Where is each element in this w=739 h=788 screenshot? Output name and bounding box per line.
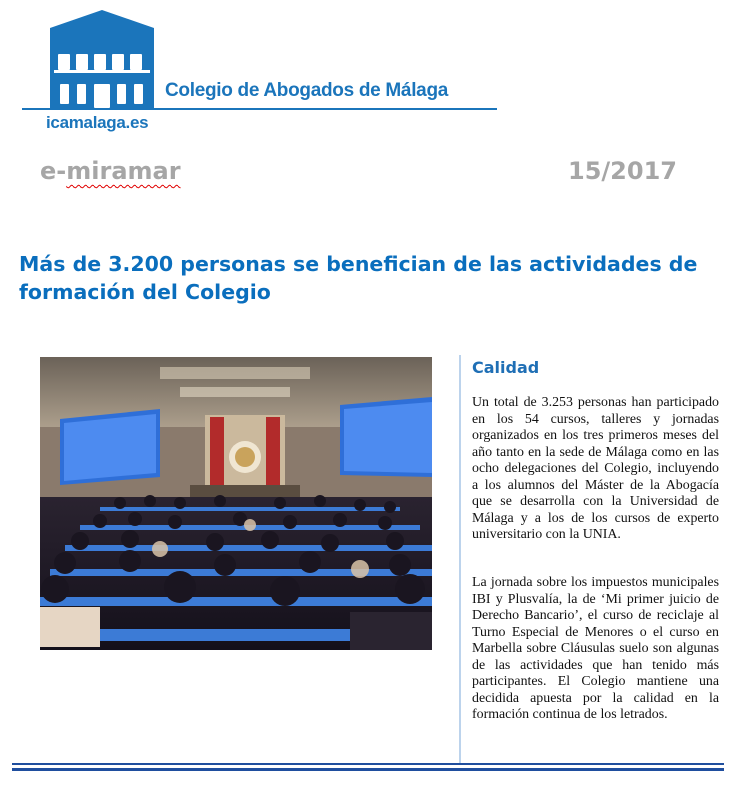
newsletter-name-main: miramar: [66, 157, 181, 185]
section-title: Calidad: [472, 358, 540, 377]
footer-divider-bottom: [12, 768, 724, 771]
conference-room-photo: [40, 357, 432, 650]
issue-number: 15/2017: [568, 157, 677, 185]
column-divider: [459, 355, 461, 764]
article-paragraph-1: Un total de 3.253 personas han participado en los 54 cursos, talleres y jornadas organizados en los tres primeros meses del año tanto en la sede de Málaga como en las ocho delegaciones del Colegio, incluyendo a los alumnos del Máster de la Abogacía que se desarrolla con la Universidad de Málaga y a los de los cursos de experto universitario con la UNIA.: [472, 395, 719, 542]
organization-name: Colegio de Abogados de Málaga: [165, 80, 449, 101]
article-headline: Más de 3.200 personas se benefician de las actividades de formación del Colegio: [19, 252, 698, 304]
footer-divider-top: [12, 763, 724, 765]
article-paragraph-2: La jornada sobre los impuestos municipales IBI y Plusvalía, la de ‘Mi primer juicio de Derecho Bancario’, el curso de reciclaje al Turno Especial de Menores o el curso en Marbella sobre Cláusulas suelo son algunas de las actividades que han tenido más participantes. El Colegio mantiene una decidida apuesta por la calidad en la formación continua de los letrados.: [472, 575, 719, 722]
newsletter-name-prefix: e-: [40, 157, 67, 185]
logo-divider: [22, 108, 497, 110]
website-link[interactable]: icamalaga.es: [46, 113, 149, 132]
newsletter-name: [40, 157, 181, 185]
